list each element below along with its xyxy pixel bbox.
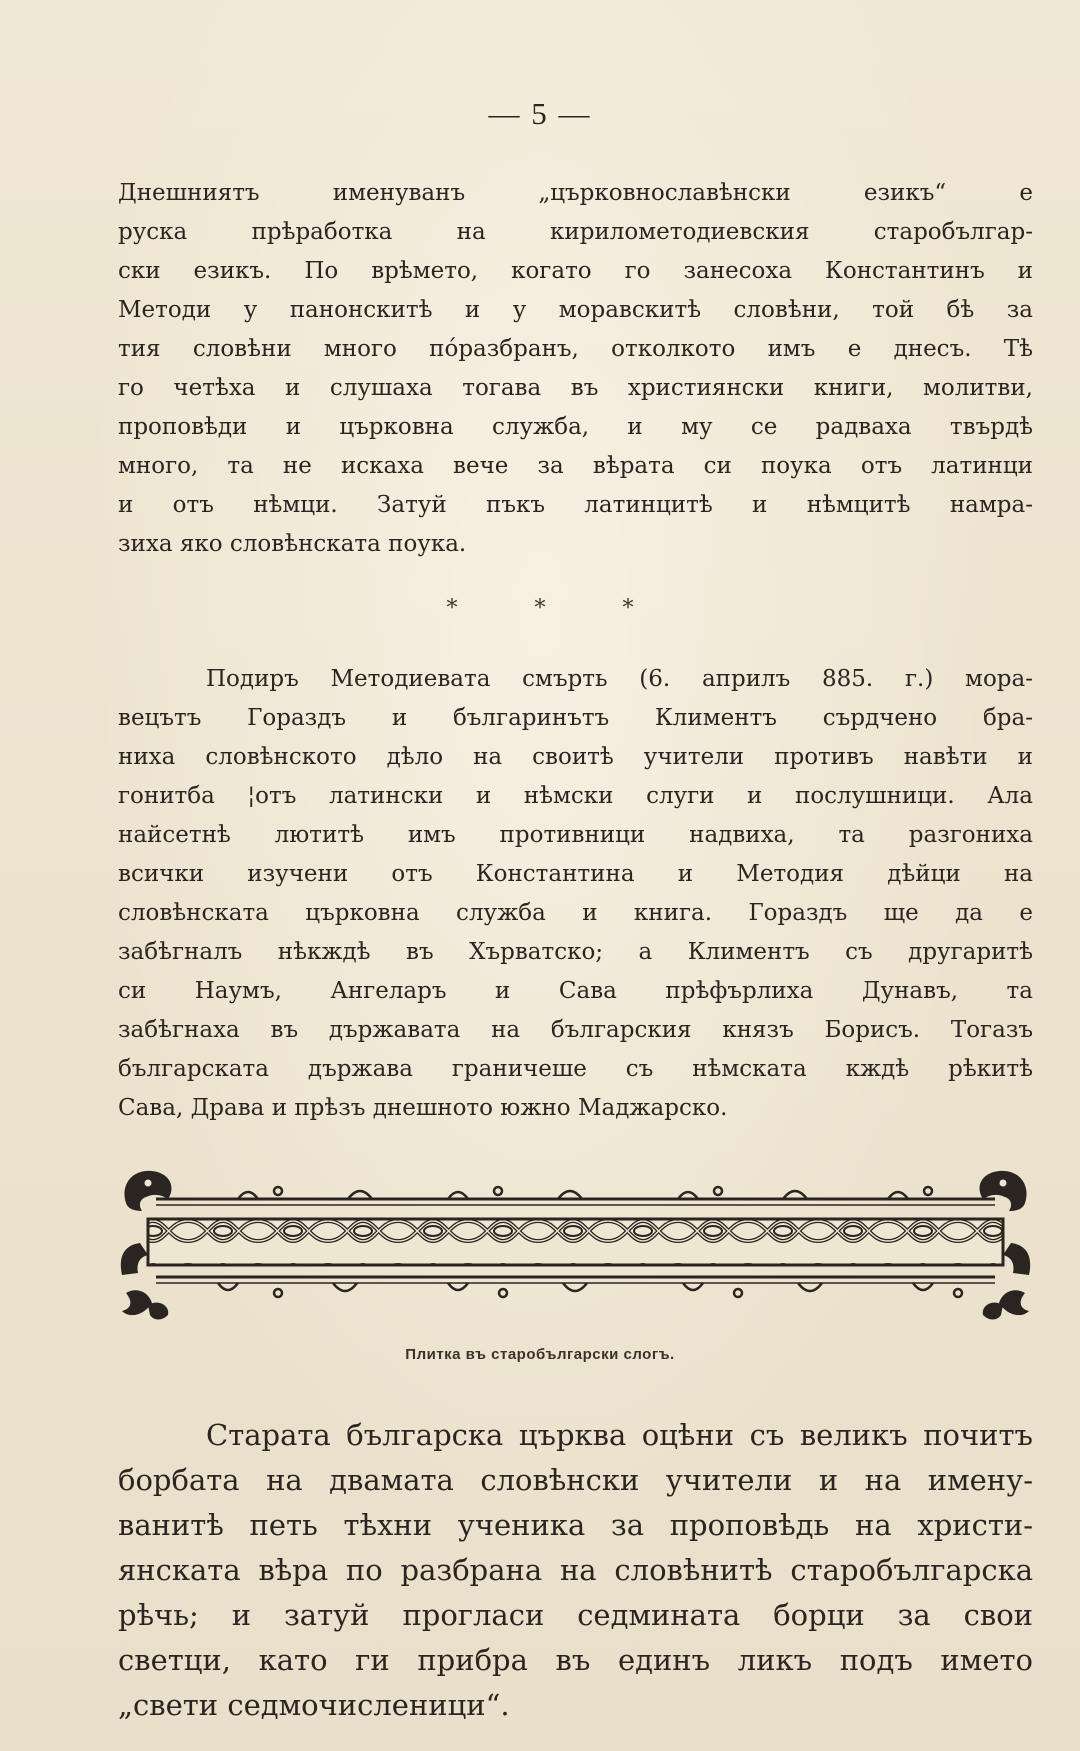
text-line: си Наумъ, Ангеларъ и Сава прѣфърлиха Дунавъ, та (118, 978, 1033, 1004)
text-line: светци, като ги прибра въ единъ ликъ подъ името (118, 1643, 1033, 1677)
text-line: много, та не искаха вече за вѣрата си поука отъ латинци (118, 453, 1033, 479)
section-separator: * * * (446, 596, 634, 621)
paragraph-1 (118, 174, 1033, 564)
page-number: — 5 — (488, 96, 592, 131)
text-line: словѣнската църковна служба и книга. Гораздъ ще да е (118, 900, 1033, 926)
text-line: ниха словѣнското дѣло на своитѣ учители противъ навѣти и (118, 744, 1033, 770)
text-line: гонитба ¦отъ латински и нѣмски слуги и послушници. Ала (118, 783, 1033, 809)
text-line: забѣгналъ нѣкждѣ въ Хърватско; а Климентъ съ другаритѣ (118, 939, 1033, 965)
text-line: забѣгнаха въ държавата на българския князъ Борисъ. Тогазъ (118, 1017, 1033, 1043)
text-line: Старата българска църква оцѣни съ великъ почитъ (206, 1418, 1033, 1452)
ornament-caption: Плитка въ старобългарски слогъ. (405, 1346, 675, 1363)
text-line: Подиръ Методиевата смърть (6. априлъ 885. г.) мора- (206, 666, 1033, 692)
paragraph-3 (118, 1413, 1033, 1728)
text-line: вецътъ Гораздъ и българинътъ Климентъ сърдчено бра- (118, 705, 1033, 731)
text-line: „свети седмочисленици“. (118, 1688, 510, 1722)
text-line: Сава, Драва и прѣзъ днешното южно Маджарско. (118, 1095, 728, 1121)
text-line: борбата на двамата словѣнски учители и на имену- (118, 1463, 1033, 1497)
text-line: зиха яко словѣнската поука. (118, 531, 467, 557)
text-line: и отъ нѣмци. Затуй пъкъ латинцитѣ и нѣмцитѣ намра- (118, 492, 1033, 518)
paragraph-2 (118, 660, 1033, 1128)
interlace-ornament (118, 1165, 1033, 1325)
text-line: найсетнѣ лютитѣ имъ противници надвиха, та разгониха (118, 822, 1033, 848)
text-line: българската държава граничеше съ нѣмската кждѣ рѣкитѣ (118, 1056, 1033, 1082)
text-line: ванитѣ петь тѣхни ученика за проповѣдь на христи- (118, 1508, 1033, 1542)
text-line: руска прѣработка на кирилометодиевския старобългар- (118, 219, 1033, 245)
text-line: го четѣха и слушаха тогава въ християнски книги, молитви, (118, 375, 1033, 401)
text-line: ски езикъ. По врѣмето, когато го занесоха Константинъ и (118, 258, 1033, 284)
text-line: рѣчь; и затуй прогласи седмината борци за свои (118, 1598, 1033, 1632)
text-line: Днешниятъ именуванъ „църковнославѣнски езикъ“ е (118, 180, 1033, 206)
text-line: Методи у панонскитѣ и у моравскитѣ словѣни, той бѣ за (118, 297, 1033, 323)
text-line: янската вѣра по разбрана на словѣнитѣ старобългарска (118, 1553, 1033, 1587)
text-line: проповѣди и църковна служба, и му се радваха твърдѣ (118, 414, 1033, 440)
text-line: всички изучени отъ Константина и Методия дѣйци на (118, 861, 1033, 887)
text-line: тия словѣни много по́разбранъ, отколкото имъ е днесъ. Тѣ (118, 336, 1033, 362)
